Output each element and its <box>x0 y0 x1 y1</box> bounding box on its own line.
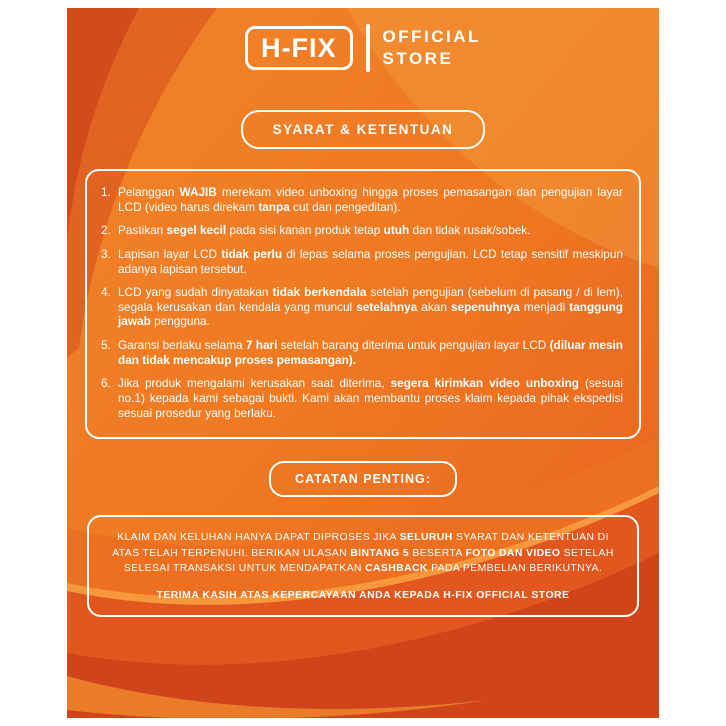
term-text: Pelanggan WAJIB merekam video unboxing hingga proses pemasangan dan pengujian layar LCD (video harus direkam tanpa cut dan pengeditan). <box>118 185 623 214</box>
term-number: 3. <box>101 246 111 261</box>
hfix-logo <box>245 26 353 70</box>
term-number: 6. <box>101 376 111 391</box>
important-note-heading: CATATAN PENTING: <box>295 472 431 487</box>
store-label-line1: OFFICIAL <box>382 26 481 46</box>
term-item <box>101 376 623 420</box>
store-header <box>245 24 481 72</box>
terms-title-text: SYARAT & KETENTUAN <box>272 122 454 137</box>
term-item <box>101 338 623 367</box>
term-text: Garansi berlaku selama 7 hari setelah barang diterima untuk pengujian layar LCD (diluar mesin dan tidak mencakup proses pemasangan). <box>118 338 624 367</box>
content-column <box>67 8 659 718</box>
term-item <box>101 185 623 214</box>
store-label <box>383 26 481 70</box>
term-text: LCD yang sudah dinyatakan tidak berkendala setelah pengujian (sebelum di pasang / di lem), segala kerusakan dan kendala yang muncul setelahnya akan sepenuhnya menjadi tanggung jawab pengguna. <box>118 285 624 329</box>
claim-note-box <box>87 515 639 617</box>
orange-canvas <box>67 8 659 718</box>
term-number: 4. <box>101 285 111 300</box>
term-item <box>101 247 623 276</box>
store-label-line2: STORE <box>382 49 454 68</box>
term-text: Pastikan segel kecil pada sisi kanan produk tetap utuh dan tidak rusak/sobek. <box>118 223 531 238</box>
terms-box <box>85 169 641 439</box>
term-item <box>101 285 623 329</box>
term-number: 1. <box>101 185 111 199</box>
terms-title-pill <box>241 110 486 149</box>
important-note-pill <box>269 461 457 497</box>
term-text: Lapisan layar LCD tidak perlu di lepas selama proses pengujian. LCD tetap sensitif meskipun adanya lapisan tersebut. <box>118 246 623 276</box>
term-number: 5. <box>101 338 111 352</box>
term-item <box>101 223 623 238</box>
logo-text: H-FIX <box>261 32 337 63</box>
thank-you-text: TERIMA KASIH ATAS KEPERCAYAAN ANDA KEPADA H-FIX OFFICIAL STORE <box>156 589 570 601</box>
term-number: 2. <box>101 223 111 238</box>
header-divider <box>366 24 370 72</box>
claim-note-text: KLAIM DAN KELUHAN HANYA DAPAT DIPROSES JIKA SELURUH SYARAT DAN KETENTUAN DI ATAS TELAH TERPENUHI. BERIKAN ULASAN BINTANG 5 BESERTA FOTO DAN VIDEO SETELAH SELESAI TRANSAKSI UNTUK MENDAPATKAN CASHBACK PADA PEMBELIAN BERIKUTNYA. <box>112 532 614 575</box>
term-text: Jika produk mengalami kerusakan saat diterima, segera kirimkan video unboxing (sesuai no.1) kepada kami sebagai bukti. Kami akan membantu proses klaim kepada pihak ekspedisi sesuai prosedur yang berlaku. <box>118 376 623 420</box>
